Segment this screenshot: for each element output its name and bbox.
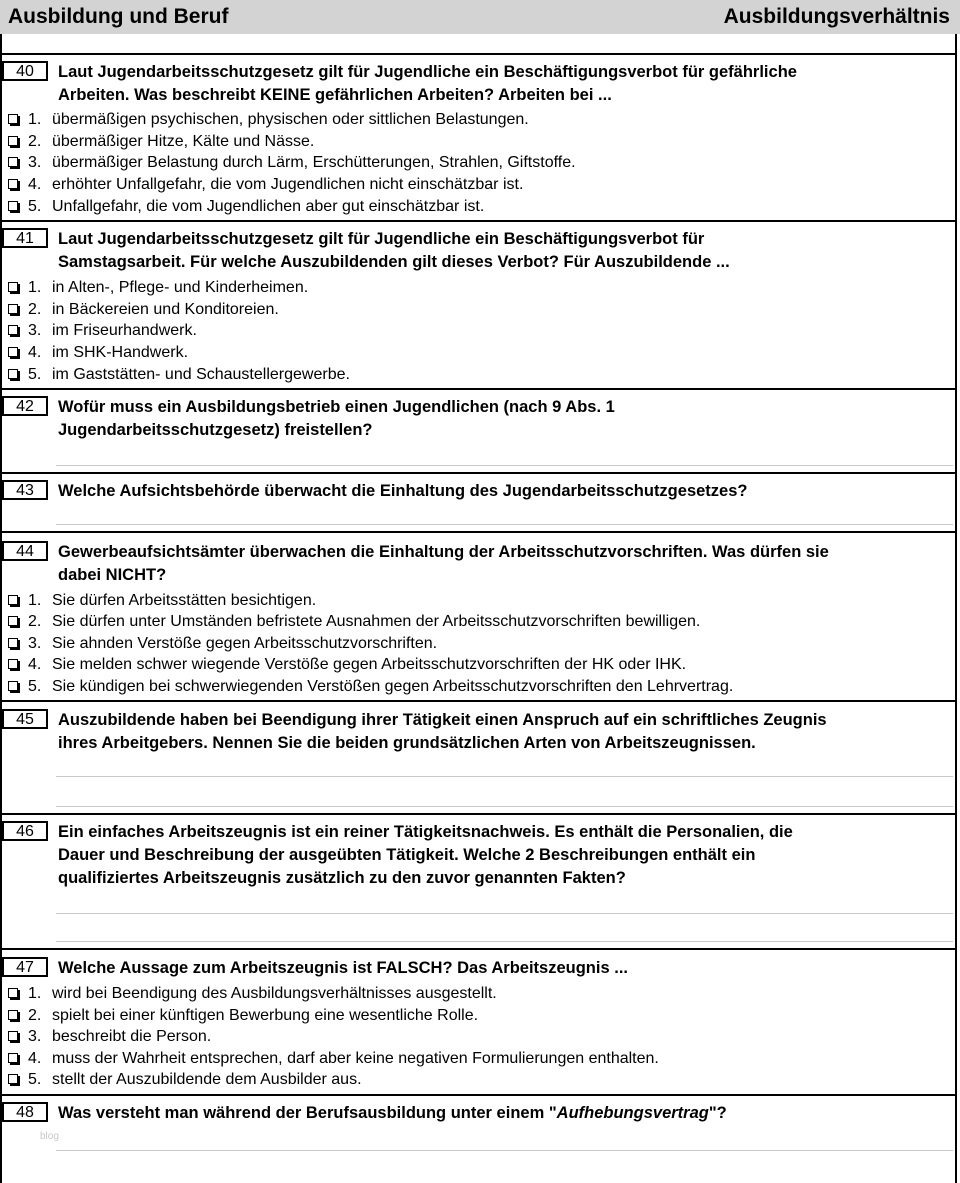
divider bbox=[2, 1094, 957, 1096]
option-3[interactable]: 3. Sie ahnden Verstöße gegen Arbeitsschutzvorschriften. bbox=[8, 633, 437, 654]
option-4[interactable]: 4. Sie melden schwer wiegende Verstöße gegen Arbeitsschutzvorschriften der HK oder IHK. bbox=[8, 654, 686, 675]
answer-line[interactable] bbox=[56, 465, 953, 466]
checkbox-icon[interactable] bbox=[8, 988, 18, 998]
question-number: 45 bbox=[2, 709, 48, 729]
question-line: Wofür muss ein Ausbildungsbetrieb einen Jugendlichen (nach 9 Abs. 1 bbox=[58, 398, 615, 416]
option-3[interactable]: 3. im Friseurhandwerk. bbox=[8, 320, 197, 341]
option-5[interactable]: 5. stellt der Auszubildende dem Ausbilder aus. bbox=[8, 1069, 362, 1090]
question-line: Jugendarbeitsschutzgesetz) freistellen? bbox=[58, 421, 373, 439]
option-3[interactable]: 3. übermäßiger Belastung durch Lärm, Erschütterungen, Strahlen, Giftstoffe. bbox=[8, 152, 576, 173]
question-text bbox=[58, 709, 948, 755]
question-line: ihres Arbeitgebers. Nennen Sie die beiden grundsätzlichen Arten von Arbeitszeugnissen. bbox=[58, 734, 756, 752]
divider bbox=[2, 813, 957, 815]
question-text bbox=[58, 396, 948, 442]
checkbox-icon[interactable] bbox=[8, 616, 18, 626]
header-subject: Ausbildung und Beruf bbox=[8, 5, 229, 28]
divider bbox=[2, 700, 957, 702]
question-line: Samstagsarbeit. Für welche Auszubildenden gilt dieses Verbot? Für Auszubildende ... bbox=[58, 253, 730, 271]
option-1[interactable]: 1. Sie dürfen Arbeitsstätten besichtigen. bbox=[8, 590, 316, 611]
option-2[interactable]: 2. in Bäckereien und Konditoreien. bbox=[8, 299, 279, 320]
question-line: Gewerbeaufsichtsämter überwachen die Einhaltung der Arbeitsschutzvorschriften. Was dürfen sie bbox=[58, 543, 829, 561]
option-5[interactable]: 5. Unfallgefahr, die vom Jugendlichen aber gut einschätzbar ist. bbox=[8, 196, 484, 217]
checkbox-icon[interactable] bbox=[8, 136, 18, 146]
checkbox-icon[interactable] bbox=[8, 1074, 18, 1084]
option-3[interactable]: 3. beschreibt die Person. bbox=[8, 1026, 211, 1047]
question-number: 40 bbox=[2, 61, 48, 81]
question-text bbox=[58, 957, 948, 980]
answer-line[interactable] bbox=[56, 1150, 953, 1151]
question-line: Welche Aussage zum Arbeitszeugnis ist FALSCH? Das Arbeitszeugnis ... bbox=[58, 959, 628, 977]
checkbox-icon[interactable] bbox=[8, 347, 18, 357]
watermark: blog bbox=[40, 1131, 59, 1142]
divider bbox=[2, 53, 957, 55]
checkbox-icon[interactable] bbox=[8, 282, 18, 292]
checkbox-icon[interactable] bbox=[8, 1031, 18, 1041]
option-1[interactable]: 1. in Alten-, Pflege- und Kinderheimen. bbox=[8, 277, 308, 298]
question-text bbox=[58, 228, 948, 274]
divider bbox=[2, 948, 957, 950]
option-5[interactable]: 5. Sie kündigen bei schwerwiegenden Verstößen gegen Arbeitsschutzvorschriften den Lehrvertrag. bbox=[8, 676, 733, 697]
divider bbox=[2, 472, 957, 474]
checkbox-icon[interactable] bbox=[8, 369, 18, 379]
question-line: Welche Aufsichtsbehörde überwacht die Einhaltung des Jugendarbeitsschutzgesetzes? bbox=[58, 482, 748, 500]
question-number: 43 bbox=[2, 480, 48, 500]
option-1[interactable]: 1. wird bei Beendigung des Ausbildungsverhältnisses ausgestellt. bbox=[8, 983, 497, 1004]
answer-line[interactable] bbox=[56, 776, 953, 777]
checkbox-icon[interactable] bbox=[8, 659, 18, 669]
checkbox-icon[interactable] bbox=[8, 325, 18, 335]
checkbox-icon[interactable] bbox=[8, 595, 18, 605]
checkbox-icon[interactable] bbox=[8, 157, 18, 167]
checkbox-icon[interactable] bbox=[8, 1053, 18, 1063]
question-number: 42 bbox=[2, 396, 48, 416]
option-2[interactable]: 2. übermäßiger Hitze, Kälte und Nässe. bbox=[8, 131, 314, 152]
answer-line[interactable] bbox=[56, 941, 953, 942]
checkbox-icon[interactable] bbox=[8, 114, 18, 124]
question-text bbox=[58, 821, 948, 890]
option-2[interactable]: 2. spielt bei einer künftigen Bewerbung eine wesentliche Rolle. bbox=[8, 1005, 478, 1026]
question-number: 48 bbox=[2, 1102, 48, 1122]
question-number: 41 bbox=[2, 228, 48, 248]
option-4[interactable]: 4. im SHK-Handwerk. bbox=[8, 342, 188, 363]
question-text bbox=[58, 61, 948, 107]
checkbox-icon[interactable] bbox=[8, 638, 18, 648]
question-line: dabei NICHT? bbox=[58, 566, 167, 584]
question-line: Dauer und Beschreibung der ausgeübten Tätigkeit. Welche 2 Beschreibungen enthält ein bbox=[58, 846, 756, 864]
question-line: Laut Jugendarbeitsschutzgesetz gilt für Jugendliche ein Beschäftigungsverbot für gefährliche bbox=[58, 63, 797, 81]
question-number: 46 bbox=[2, 821, 48, 841]
option-2[interactable]: 2. Sie dürfen unter Umständen befristete Ausnahmen der Arbeitsschutzvorschriften bewilligen. bbox=[8, 611, 700, 632]
option-4[interactable]: 4. erhöhter Unfallgefahr, die vom Jugendlichen nicht einschätzbar ist. bbox=[8, 174, 523, 195]
page-header bbox=[0, 0, 960, 34]
question-line: Laut Jugendarbeitsschutzgesetz gilt für Jugendliche ein Beschäftigungsverbot für bbox=[58, 230, 705, 248]
option-4[interactable]: 4. muss der Wahrheit entsprechen, darf aber keine negativen Formulierungen enthalten. bbox=[8, 1048, 659, 1069]
checkbox-icon[interactable] bbox=[8, 179, 18, 189]
question-line: Auszubildende haben bei Beendigung ihrer Tätigkeit einen Anspruch auf ein schriftliches Zeugnis bbox=[58, 711, 827, 729]
question-text bbox=[58, 480, 948, 503]
option-5[interactable]: 5. im Gaststätten- und Schaustellergewerbe. bbox=[8, 364, 350, 385]
question-line: Arbeiten. Was beschreibt KEINE gefährlichen Arbeiten? Arbeiten bei ... bbox=[58, 86, 612, 104]
emphasized-term: Aufhebungsvertrag bbox=[556, 1104, 709, 1122]
question-line: Ein einfaches Arbeitszeugnis ist ein reiner Tätigkeitsnachweis. Es enthält die Personalien, die bbox=[58, 823, 793, 841]
answer-line[interactable] bbox=[56, 806, 953, 807]
question-text bbox=[58, 541, 948, 587]
divider bbox=[2, 388, 957, 390]
question-number: 47 bbox=[2, 957, 48, 977]
answer-line[interactable] bbox=[56, 913, 953, 914]
checkbox-icon[interactable] bbox=[8, 681, 18, 691]
question-text: Was versteht man während der Berufsausbildung unter einem "Aufhebungsvertrag"? bbox=[58, 1104, 727, 1122]
header-topic: Ausbildungsverhältnis bbox=[723, 5, 950, 28]
answer-line[interactable] bbox=[56, 524, 953, 525]
checkbox-icon[interactable] bbox=[8, 1010, 18, 1020]
divider bbox=[2, 531, 957, 533]
checkbox-icon[interactable] bbox=[8, 304, 18, 314]
checkbox-icon[interactable] bbox=[8, 201, 18, 211]
question-line: qualifiziertes Arbeitszeugnis zusätzlich zu den zuvor genannten Fakten? bbox=[58, 869, 626, 887]
divider bbox=[2, 220, 957, 222]
option-1[interactable]: 1. übermäßigen psychischen, physischen oder sittlichen Belastungen. bbox=[8, 109, 529, 130]
question-number: 44 bbox=[2, 541, 48, 561]
